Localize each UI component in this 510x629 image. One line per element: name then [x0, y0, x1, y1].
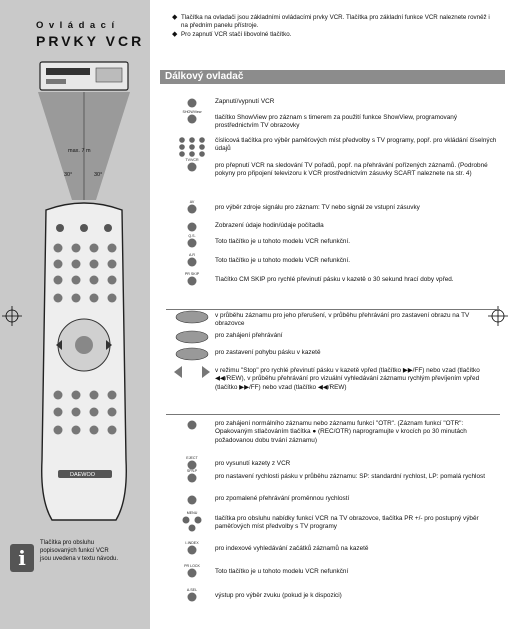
remote-key-icon — [188, 593, 197, 602]
key-label: I-INDEX — [185, 541, 199, 545]
number-key-icon — [179, 151, 185, 157]
description-row: pro zpomalené přehrávání proměnnou rychlostí — [215, 495, 350, 502]
menu-key-icon — [183, 517, 190, 524]
number-key-icon — [189, 151, 195, 157]
description-row: Zobrazení údaje hodin/údaje počítadla — [215, 222, 324, 229]
separator — [166, 414, 500, 415]
description-row: v průběhu záznamu pro jeho přerušení, v průběhu přehrávání pro zastavení obrazu na TV obrazovce — [215, 312, 470, 328]
key-label: AV — [189, 200, 195, 204]
key-label: SHOWView — [182, 110, 202, 114]
angle-left-label: 30° — [64, 172, 73, 178]
vcr-unit-icon — [40, 62, 128, 90]
info-icon: i — [10, 544, 34, 572]
description-row: tlačítko ShowView pro záznam s timerem za použití funkce ShowView, programovaný prostřednictvím TV obrazovky — [215, 114, 458, 130]
transport-key-icon — [176, 311, 208, 323]
page-title-line1: Ovládací — [36, 20, 120, 31]
range-label: max. 7 m — [68, 148, 91, 154]
description-row: Zapnutí/vypnutí VCR — [215, 98, 275, 105]
number-key-icon — [199, 151, 205, 157]
description-row: v režimu "Stop" pro rychlé převinutí pásku v kazetě vpřed (tlačítko ▶▶/FF) nebo vzad (tlačítko ◀◀/REW), v průběhu přehrávání pro vizuální vyhledávání záznamu rychlým převíjením vpřed (tlačítko ▶▶/FF) nebo vzad (tlačítko ◀◀/REW) — [215, 367, 480, 391]
separator — [166, 309, 500, 310]
number-key-icon — [189, 137, 195, 143]
key-label: A.SEL — [186, 588, 198, 592]
description-row: pro výběr zdroje signálu pro záznam: TV nebo signál ze vstupní zásuvky — [215, 204, 420, 211]
remote-key-icon — [188, 546, 197, 555]
transport-key-icon — [176, 331, 208, 343]
description-row: pro přepnutí VCR na sledování TV pořadů, popř. na přehrávání pořízených záznamů. (Podrobné pokyny pro připojení televizoru k VCR prostřednictvím zásuvky SCART naleznete na str. 4) — [215, 162, 488, 178]
remote-key-icon — [188, 239, 197, 248]
number-key-icon — [179, 144, 185, 150]
remote-key-icon — [188, 277, 197, 286]
remote-key-icon — [188, 569, 197, 578]
page-title-line2: PRVKY VCR — [36, 33, 145, 49]
description-row: pro indexové vyhledávání začátků záznamů na kazetě — [215, 545, 369, 552]
vcr-remote-illustration — [0, 0, 150, 629]
key-label: EJECT — [186, 456, 198, 460]
number-key-icon — [199, 144, 205, 150]
fast-forward-icon — [202, 366, 210, 378]
intro-bullet: ◆ Tlačítka na ovladači jsou základními ovládacími prvky VCR. Tlačítka pro základní funkce VCR naleznete rovněž i na předním panelu přístroje. — [172, 14, 490, 29]
description-row: Toto tlačítko je u tohoto modelu VCR nefunkční — [215, 568, 349, 575]
remote-key-icon — [188, 205, 197, 214]
number-key-icon — [199, 137, 205, 143]
description-row: pro zahájení normálního záznamu nebo záznamu funkcí "OTR". (Záznam funkcí "OTR": Opakovaným stlačováním tlačítka ● (REC/OTR) naprogramujte v krocích po 30 minutách požadovanou dobu trvání záznamu) — [215, 420, 467, 444]
description-row: Toto tlačítko je u tohoto modelu VCR nefunkční. — [215, 238, 350, 245]
intro-bullet: ◆ Pro zapnutí VCR stačí libovolné tlačítko. — [172, 30, 292, 38]
menu-key-icon — [189, 525, 196, 532]
intro-text — [172, 14, 492, 39]
remote-key-icon — [188, 163, 197, 172]
description-row: Tlačítko CM SKIP pro rychlé převinutí pásku v kazetě o 30 sekund hrací doby vpřed. — [215, 276, 454, 283]
section-header: Dálkový ovladač — [160, 70, 505, 84]
description-row: pro vysunutí kazety z VCR — [215, 460, 291, 467]
key-label: SP/LP — [186, 469, 198, 473]
remote-key-icon — [188, 421, 197, 430]
key-label: PR SKIP — [184, 272, 200, 276]
menu-key-icon — [195, 517, 202, 524]
key-label: MENU — [186, 511, 198, 515]
sidebar-note: Tlačítka pro obsluhu popisovaných funkcí VCR jsou uvedena v textu návodu. — [40, 540, 119, 562]
number-key-icon — [189, 144, 195, 150]
description-row: tlačítka pro obsluhu nabídky funkcí VCR na TV obrazovce, tlačítka PR +/- pro postupný výběr paměťových míst předvolby s TV programy — [215, 515, 479, 531]
remote-key-icon — [188, 223, 197, 232]
key-label: A.R — [189, 253, 195, 257]
description-row: pro nastavení rychlosti pásku v průběhu záznamu: SP: standardní rychlost, LP: pomalá rychlost — [215, 473, 485, 480]
remote-key-icon — [188, 474, 197, 483]
sidebar — [0, 0, 150, 629]
description-row: číslicová tlačítka pro výběr paměťových míst předvolby s TV programy, popř. pro vkládání číselných údajů — [215, 137, 497, 153]
ir-beam-icon — [38, 92, 130, 200]
transport-key-icon — [176, 348, 208, 360]
description-row: výstup pro výběr zvuku (pokud je k dispozici) — [215, 592, 342, 599]
remote-key-icon — [188, 496, 197, 505]
description-row: pro zastavení pohybu pásku v kazetě — [215, 349, 321, 356]
button-icons — [160, 0, 220, 629]
key-label: Q.S. — [188, 234, 196, 238]
remote-key-icon — [188, 99, 197, 108]
remote-key-icon — [188, 258, 197, 267]
angle-right-label: 30° — [94, 172, 103, 178]
key-label: TV/VCR — [185, 158, 199, 162]
registration-mark-icon — [2, 306, 22, 326]
description-row: Toto tlačítko je u tohoto modelu VCR nefunkční. — [215, 257, 350, 264]
description-row: pro zahájení přehrávání — [215, 332, 283, 339]
remote-key-icon — [188, 115, 197, 124]
remote-brand-label: DAEWOO — [70, 472, 96, 478]
number-key-icon — [179, 137, 185, 143]
rewind-icon — [174, 366, 182, 378]
key-label: PR LOCK — [184, 564, 200, 568]
